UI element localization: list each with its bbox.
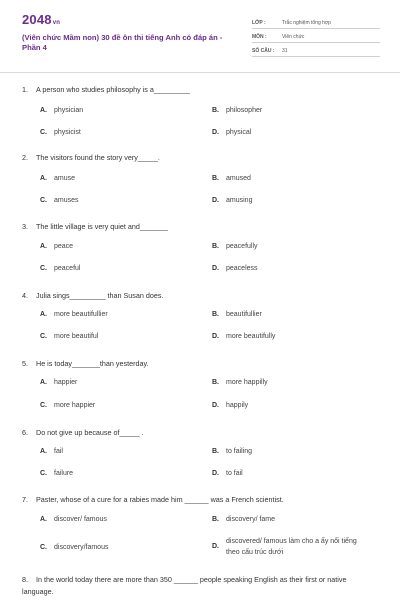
question-text: Paster, whose of a cure for a rabies made him ______ was a French scientist. xyxy=(36,495,284,504)
question-number: 2. xyxy=(22,153,28,162)
option-a[interactable]: A. peace xyxy=(40,243,74,250)
option-c[interactable]: C. discovery/famous xyxy=(40,544,109,551)
document-title: (Viên chức Mầm non) 30 đề ôn thi tiếng Anh có đáp án - Phần 4 xyxy=(22,33,223,52)
option-b[interactable]: B. more happilly xyxy=(212,379,268,386)
question-text: The little village is very quiet and_______ xyxy=(36,222,168,231)
meta-count-label: SỐ CÂU : xyxy=(252,48,275,54)
option-b[interactable]: B. discovery/ fame xyxy=(212,516,276,523)
question-text: The visitors found the story very_____. xyxy=(36,153,160,162)
option-c[interactable]: C. physicist xyxy=(40,129,81,136)
question-text: Julia sings_________ than Susan does. xyxy=(36,291,164,300)
option-a[interactable]: A. happier xyxy=(40,379,78,386)
meta-class-row xyxy=(252,18,380,29)
option-c[interactable]: C. more beautiful xyxy=(40,333,99,340)
question-number: 5. xyxy=(22,359,28,368)
site-logo[interactable]: 2048vn xyxy=(22,12,61,27)
question-text: Do not give up because of_____ . xyxy=(36,428,144,437)
document-header xyxy=(0,0,400,70)
meta-subject-value: Viên chức xyxy=(282,34,305,40)
option-d[interactable]: D. peaceless xyxy=(212,265,258,272)
option-d[interactable]: D. to fail xyxy=(212,470,243,477)
meta-class-label: LỚP : xyxy=(252,20,266,26)
question-number: 1. xyxy=(22,85,28,94)
question-text: A person who studies philosophy is a_________ xyxy=(36,85,190,94)
question-number: 8. xyxy=(22,575,28,584)
option-d[interactable]: D. discovered/ famous làm cho a ấy nổi tiếng theo cấu trúc dưới xyxy=(212,538,357,556)
option-d[interactable]: D. happily xyxy=(212,402,249,409)
meta-subject-label: MÔN : xyxy=(252,34,267,40)
option-b[interactable]: B. to failing xyxy=(212,448,253,455)
option-a[interactable]: A. physician xyxy=(40,107,84,114)
meta-subject-row xyxy=(252,32,380,43)
question-number: 3. xyxy=(22,222,28,231)
option-b[interactable]: B. peacefully xyxy=(212,243,258,250)
meta-count-value: 31 xyxy=(282,48,288,54)
meta-class-value: Trắc nghiệm tổng hợp xyxy=(282,20,331,26)
option-a[interactable]: A. amuse xyxy=(40,175,76,182)
option-c[interactable]: C. more happier xyxy=(40,402,96,409)
question-text: He is today_______than yesterday. xyxy=(36,359,149,368)
option-d[interactable]: D. amusing xyxy=(212,197,253,204)
option-d[interactable]: D. physical xyxy=(212,129,252,136)
option-a[interactable]: A. fail xyxy=(40,448,63,455)
option-a[interactable]: A. more beautifullier xyxy=(40,311,108,318)
header-divider xyxy=(0,72,400,73)
question-number: 7. xyxy=(22,495,28,504)
option-b[interactable]: B. amused xyxy=(212,175,251,182)
option-c[interactable]: C. amuses xyxy=(40,197,79,204)
question-number: 6. xyxy=(22,428,28,437)
meta-count-row xyxy=(252,46,380,57)
option-c[interactable]: C. peaceful xyxy=(40,265,81,272)
question-number: 4. xyxy=(22,291,28,300)
question-text: In the world today there are more than 350 ______ people speaking English as their first or native language. xyxy=(22,575,347,596)
option-b[interactable]: B. beautifullier xyxy=(212,311,262,318)
option-c[interactable]: C. failure xyxy=(40,470,74,477)
option-b[interactable]: B. philosopher xyxy=(212,107,263,114)
option-a[interactable]: A. discover/ famous xyxy=(40,516,107,523)
option-d[interactable]: D. more beautifully xyxy=(212,333,276,340)
